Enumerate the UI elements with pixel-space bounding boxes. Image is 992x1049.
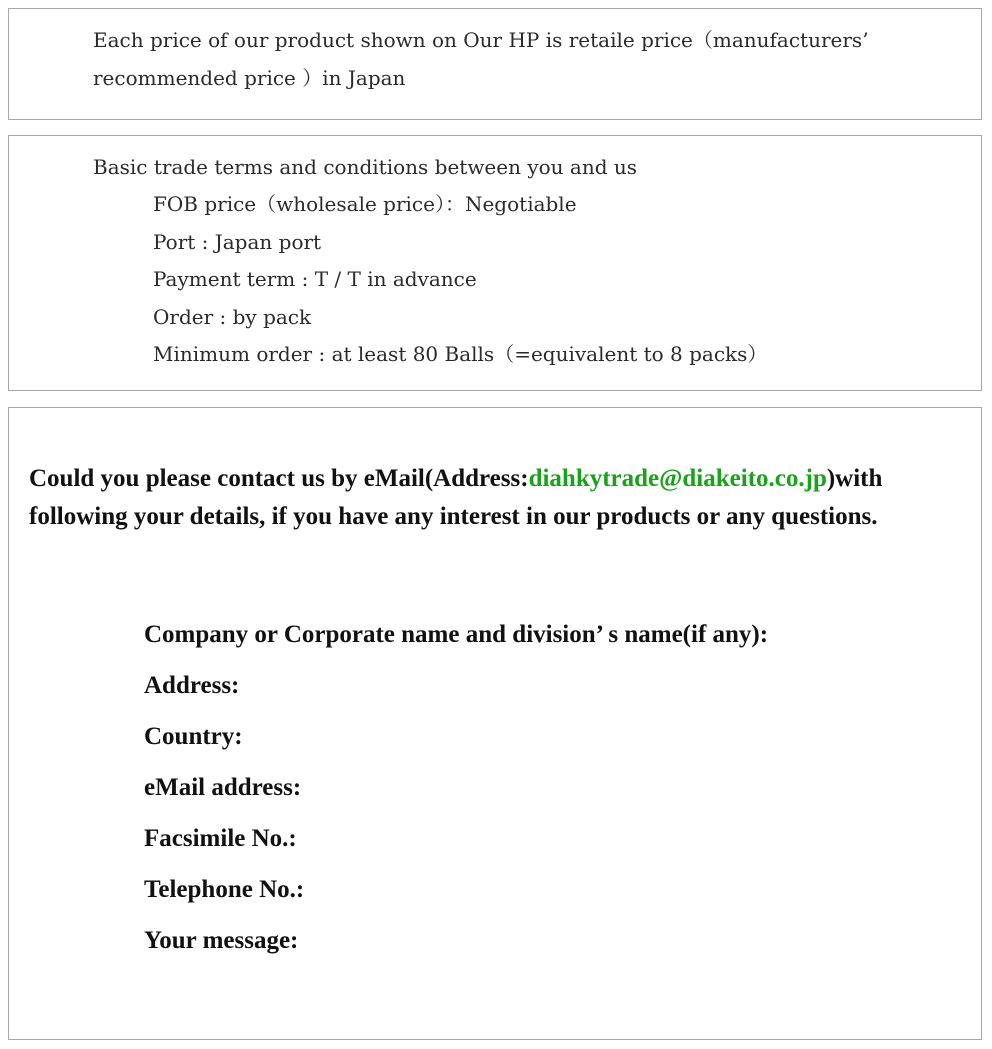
email-link[interactable]: diahkytrade@diakeito.co.jp <box>528 465 827 492</box>
price-notice-box <box>8 8 982 120</box>
field-country: Country: <box>144 723 243 750</box>
trade-term-fob-price: FOB price（wholesale price）：Negotiable <box>153 192 577 216</box>
details-field-list <box>144 615 768 972</box>
contact-prefix: Could you please contact us by eMail(Address: <box>29 465 529 492</box>
field-message: Your message: <box>144 927 299 954</box>
contact-box <box>8 407 982 1040</box>
trade-terms-box <box>8 135 982 391</box>
price-notice-line-1: Each price of our product shown on Our HP is retaile price（manufacturers’ <box>93 28 869 52</box>
trade-term-payment: Payment term : T / T in advance <box>153 267 477 291</box>
trade-terms-list <box>153 186 767 374</box>
field-email-address: eMail address: <box>144 774 302 801</box>
field-address: Address: <box>144 672 240 699</box>
contact-request-line-2: following your details, if you have any interest in our products or any questions. <box>29 503 878 530</box>
contact-suffix: )with <box>826 465 883 492</box>
trade-term-port: Port : Japan port <box>153 229 322 254</box>
contact-request-line-1 <box>29 460 882 498</box>
field-telephone: Telephone No.: <box>144 876 305 903</box>
trade-term-minimum-order: Minimum order : at least 80 Balls（=equivalent to 8 packs） <box>153 342 768 366</box>
field-facsimile: Facsimile No.: <box>144 825 297 852</box>
trade-term-order: Order : by pack <box>153 304 312 329</box>
trade-terms-title: Basic trade terms and conditions between you and us <box>93 155 638 179</box>
price-notice-line-2: recommended price ）in Japan <box>93 65 406 90</box>
contact-request <box>29 460 882 536</box>
price-notice-text <box>93 22 869 97</box>
field-company-name: Company or Corporate name and division’ s name(if any): <box>144 621 769 648</box>
